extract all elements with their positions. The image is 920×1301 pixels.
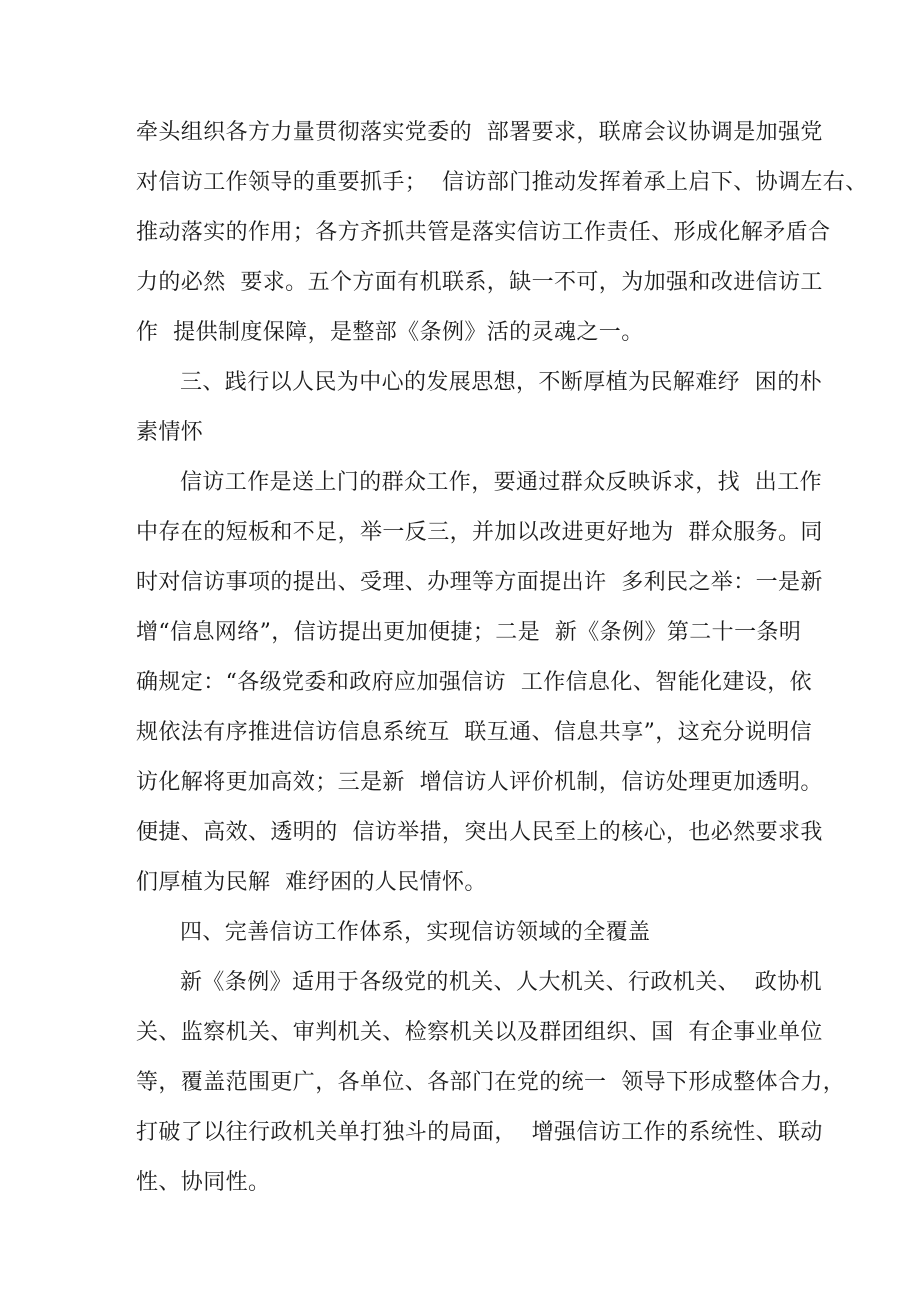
text-line: 作 提供制度保障，是整部《条例》活的灵魂之一。: [136, 320, 644, 345]
text-line: 信访工作是送上门的群众工作，要通过群众反映诉求，找 出工作: [180, 470, 822, 495]
text-line: 增“信息网络”，信访提出更加便捷；二是 新《条例》第二十一条明: [136, 620, 802, 645]
text-line: 新《条例》适用于各级党的机关、人大机关、行政机关、 政协机: [180, 970, 822, 995]
text-line: 关、监察机关、审判机关、检察机关以及群团组织、国 有企事业单位: [136, 1020, 823, 1045]
section-heading-4: 四、完善信访工作体系，实现信访领域的全覆盖: [180, 920, 651, 945]
section-heading-3-cont: 素情怀: [136, 420, 204, 445]
text-line: 对信访工作领导的重要抓手； 信访部门推动发挥着承上启下、协调左右、: [136, 170, 868, 195]
text-line: 时对信访事项的提出、受理、办理等方面提出许 多利民之举：一是新: [136, 570, 823, 595]
text-line: 规依法有序推进信访信息系统互 联互通、信息共享”，这充分说明信: [136, 720, 813, 745]
text-line: 访化解将更加高效；三是新 增信访人评价机制，信访处理更加透明。: [136, 770, 823, 795]
text-line: 打破了以往行政机关单打独斗的局面， 增强信访工作的系统性、联动: [136, 1120, 823, 1145]
text-line: 确规定：“各级党委和政府应加强信访 工作信息化、智能化建设，依: [136, 670, 813, 695]
text-line: 力的必然 要求。五个方面有机联系，缺一不可，为加强和改进信访工: [136, 270, 823, 295]
text-line: 性、协同性。: [136, 1170, 271, 1195]
text-line: 牵头组织各方力量贯彻落实党委的 部署要求，联席会议协调是加强党: [136, 120, 823, 145]
text-line: 推动落实的作用；各方齐抓共管是落实信访工作责任、形成化解矛盾合: [136, 220, 831, 245]
section-heading-3: 三、践行以人民为中心的发展思想，不断厚植为民解难纾 困的朴: [180, 370, 822, 395]
text-line: 便捷、高效、透明的 信访举措，突出人民至上的核心，也必然要求我: [136, 820, 823, 845]
text-line: 等，覆盖范围更广，各单位、各部门在党的统一 领导下形成整体合力，: [136, 1070, 846, 1095]
text-line: 们厚植为民解 难纾困的人民情怀。: [136, 870, 487, 895]
text-line: 中存在的短板和不足，举一反三，并加以改进更好地为 群众服务。同: [136, 520, 823, 545]
